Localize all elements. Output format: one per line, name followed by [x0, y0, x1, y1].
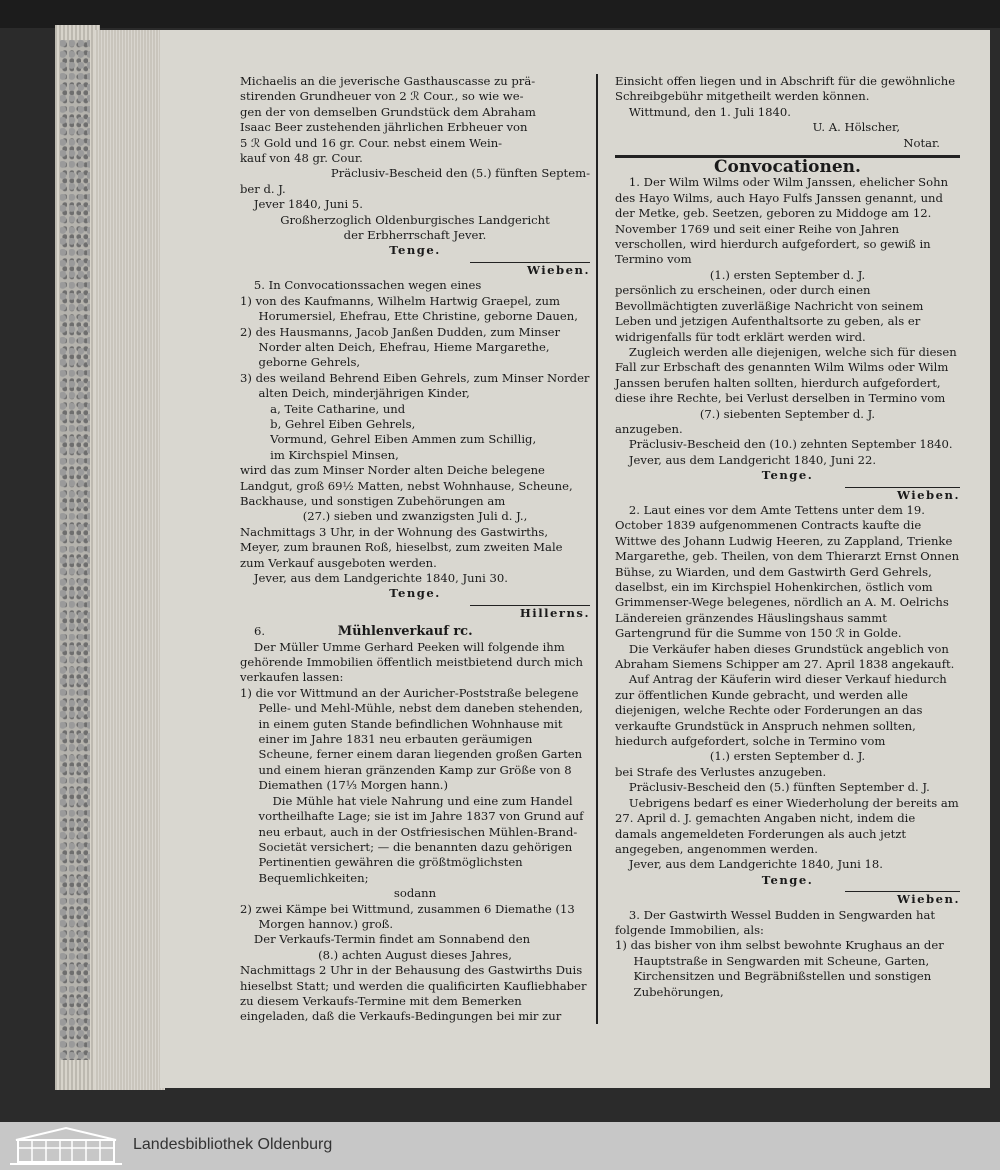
convocation-3-entry: 1) das bisher von ihm selbst bewohnte Krughaus an der Hauptstraße in Sengwarden mit Scheune, Garten, Kirchensitzen und Begräbnißstellen und sonstigen Zubehörungen,	[615, 938, 944, 999]
text-line: stirenden Grundheuer von 2 ℛ Cour., so wie we-	[240, 89, 524, 104]
place-date: Jever, aus dem Landgerichte 1840, Juni 18.	[628, 857, 883, 872]
signature-wieben: Wieben.	[896, 892, 960, 907]
item-5-sub: im Kirchspiel Minsen,	[270, 447, 399, 462]
item-6-number: 6.	[254, 624, 266, 639]
convocation-1-date: (7.) siebenten September d. J.	[699, 406, 876, 421]
section-heading: Convocationen.	[714, 157, 861, 178]
item-5-entry: 1) von des Kaufmanns, Wilhelm Hartwig Graepel, zum Horumersiel, Ehefrau, Ette Christine, geborne Dauen,	[240, 293, 578, 324]
place-date: Jever, aus dem Landgerichte 1840, Juni 30.	[253, 571, 508, 585]
item-5-body: Nachmittags 3 Uhr, in der Wohnung des Gastwirths, Meyer, zum braunen Roß, hieselbst, zum zweiten Male zum Verkauf ausgeboten werden.	[240, 524, 563, 570]
notary-text: Einsicht offen liegen und in Abschrift für die gewöhnliche Schreibgebühr mitgetheilt werden können.	[615, 74, 956, 104]
scan-background-top	[0, 0, 1000, 28]
signature-tenge: Tenge.	[389, 586, 441, 601]
court-name: Großherzoglich Oldenburgisches Landgericht	[280, 212, 550, 227]
praeclusiv-line: Präclusiv-Bescheid den (10.) zehnten September 1840.	[628, 437, 953, 452]
item-5-intro: 5. In Convocationssachen wegen eines	[253, 278, 482, 293]
item-6-heading	[240, 624, 590, 639]
item-6-intro: Der Müller Umme Gerhard Peeken will folgende ihm gehörende Immobilien öffentlich meistbietend durch mich verkaufen lassen:	[240, 639, 583, 685]
praeclusiv-line-end: ber d. J.	[240, 181, 286, 196]
item-5-date: (27.) sieben und zwanzigsten Juli d. J.,	[302, 509, 528, 524]
document-page	[160, 30, 990, 1088]
text-line: Michaelis an die jeverische Gasthauscasse zu prä-	[240, 74, 536, 88]
signature-hillerns: Hillerns.	[519, 605, 590, 620]
item-6-termin: Der Verkaufs-Termin findet am Sonnabend den	[253, 932, 531, 947]
court-name: der Erbherrschaft Jever.	[343, 228, 487, 243]
convocation-3: 3. Der Gastwirth Wessel Budden in Sengwarden hat folgende Immobilien, als:	[615, 907, 936, 937]
convocation-2-text: Uebrigens bedarf es einer Wiederholung der bereits am 27. April d. J. gemachten Angaben nicht, indem die damals angemeldeten Forderungen als auch jetzt angegeben, angenommen werden.	[615, 795, 959, 856]
item-5-sub: b, Gehrel Eiben Gehrels,	[270, 416, 416, 431]
convocation-1-text: anzugeben.	[615, 421, 683, 436]
column-divider	[596, 74, 598, 1024]
item-5-entry: 2) des Hausmanns, Jacob Janßen Dudden, zum Minser Norder alten Deich, Ehefrau, Hieme Margarethe, geborne Gehrels,	[240, 324, 560, 370]
text-line: 5 ℛ Gold und 16 gr. Cour. nebst einem Wein-	[240, 135, 503, 150]
item-6-entry: 2) zwei Kämpe bei Wittmund, zusammen 6 Diemathe (13 Morgen hannov.) groß.	[240, 901, 575, 931]
convocation-1-date: (1.) ersten September d. J.	[709, 267, 866, 282]
notary-title: Notar.	[903, 135, 940, 150]
item-6-details: Die Mühle hat viele Nahrung und eine zum Handel vortheilhafte Lage; sie ist im Jahre 1837 von Grund auf neu erbaut, auch in der Ostfriesischen Mühlen-Brand-Societät versichert; — die benannten dazu gehörigen Pertinentien gewähren die größtmöglichsten Bequemlichkeiten;	[258, 793, 584, 885]
library-building-icon	[10, 1126, 122, 1166]
left-column	[240, 74, 590, 1025]
place-date: Jever 1840, Juni 5.	[253, 197, 363, 212]
item-6-title: Mühlenverkauf rc.	[337, 624, 473, 640]
item-5-sub: a, Teite Catharine, und	[270, 401, 406, 416]
item-6-end: Nachmittags 2 Uhr in der Behausung des Gastwirths Duis hieselbst Statt; und werden die qualificirten Kaufliebhaber zu diesem Verkaufs-Termine mit dem Bemerken eingeladen, daß die Verkaufs-Bedingungen bei mir zur	[240, 963, 587, 1024]
signature-tenge: Tenge.	[761, 468, 814, 483]
text-line: gen der von demselben Grundstück dem Abraham	[240, 104, 536, 119]
praeclusiv-line: Präclusiv-Bescheid den (5.) fünften Septem-	[330, 166, 590, 181]
item-5-entry: 3) des weiland Behrend Eiben Gehrels, zum Minser Norder alten Deich, minderjährigen Kinder,	[240, 370, 590, 401]
signature-wieben: Wieben.	[896, 487, 960, 502]
item-6-entry: 1) die vor Wittmund an der Auricher-Poststraße belegene Pelle- und Mehl-Mühle, nebst dem daneben stehenden, in einem guten Stande befindlichen Wohnhause mit einer im Jahre 1831 neu erbauten geräumigen Scheune, ferner einem daran liegenden großen Garten und einem hieran gränzenden Kamp zur Größe von 8 Diemathen (17⅓ Morgen hann.)	[240, 685, 583, 793]
text-line: kauf von 48 gr. Cour.	[240, 151, 363, 166]
convocation-2-date: (1.) ersten September d. J.	[709, 749, 866, 764]
praeclusiv-line: Präclusiv-Bescheid den (5.) fünften September d. J.	[628, 780, 930, 795]
notary-name: U. A. Hölscher,	[812, 120, 900, 135]
convocation-2-text: Auf Antrag der Käuferin wird dieser Verkauf hiedurch zur öffentlichen Kunde gebracht, und werden alle diejenigen, welche Rechte oder Forderungen an das verkaufte Grundstück in Anspruch nehmen sollten, hiedurch aufgefordert, solche in Termino vom	[615, 672, 947, 749]
library-name: Landesbibliothek Oldenburg	[133, 1136, 333, 1153]
item-6-date: (8.) achten August dieses Jahres,	[318, 947, 512, 962]
item-5-sub: Vormund, Gehrel Eiben Ammen zum Schillig,	[270, 432, 537, 447]
signature-tenge: Tenge.	[761, 872, 814, 887]
place-date: Wittmund, den 1. Juli 1840.	[628, 104, 791, 119]
convocation-1: 1. Der Wilm Wilms oder Wilm Janssen, ehelicher Sohn des Hayo Wilms, auch Hayo Fulfs Janssen genannt, und der Metke, geb. Seetzen, geboren zu Middoge am 12. November 1769 und seit einer Reihe von Jahren verschollen, wird hierdurch aufgefordert, so gewiß in Termino vom	[615, 175, 949, 267]
signature-wieben: Wieben.	[526, 262, 590, 277]
place-date: Jever, aus dem Landgericht 1840, Juni 22.	[628, 452, 877, 467]
convocation-2: 2. Laut eines vor dem Amte Tettens unter dem 19. October 1839 aufgenommenen Contracts kaufte die Wittwe des Johann Ludwig Heeren, zu Zappland, Trienke Margarethe, geb. Theilen, von dem Thierarzt Ernst Onnen Bühse, zu Wiarden, und dem Gastwirth Gerd Gehrels, daselbst, ein im Kirchspiel Hohenkirchen, östlich vom Grimmenser-Wege belegenes, nördlich an A. M. Oelrichs Ländereien gränzendes Häuslingshaus sammt Gartengrund für die Summe von 150 ℛ in Golde.	[615, 502, 960, 641]
item-5-body: wird das zum Minser Norder alten Deiche belegene Landgut, groß 69½ Matten, nebst Wohnhause, Scheune, Backhause, und sonstigen Zubehörungen am	[240, 463, 573, 508]
marbled-book-edge	[60, 40, 90, 1060]
convocation-1-text: persönlich zu erscheinen, oder durch einen Bevollmächtigten zuverläßige Nachricht von seinem Leben und jetzigen Aufenthaltsorte zu geben, als er widrigenfalls für todt erklärt werden wird.	[615, 283, 924, 344]
item-6-sodann: sodann	[393, 886, 437, 901]
convocation-2-text: Die Verkäufer haben dieses Grundstück angeblich von Abraham Siemens Schipper am 27. April 1838 angekauft.	[615, 641, 955, 672]
page-edges	[95, 30, 165, 1090]
right-column	[615, 74, 960, 1000]
library-footer	[0, 1122, 1000, 1170]
text-line: Isaac Beer zustehenden jährlichen Erbheuer von	[240, 120, 528, 135]
convocation-1-text: Zugleich werden alle diejenigen, welche sich für diesen Fall zur Erbschaft des genannten Wilm Wilms oder Wilm Janssen berufen halten sollten, hierdurch aufgefordert, diese ihre Rechte, bei Verlust derselben in Termino vom	[615, 344, 957, 406]
signature-tenge: Tenge.	[389, 243, 441, 258]
convocation-2-text: bei Strafe des Verlustes anzugeben.	[615, 764, 827, 779]
